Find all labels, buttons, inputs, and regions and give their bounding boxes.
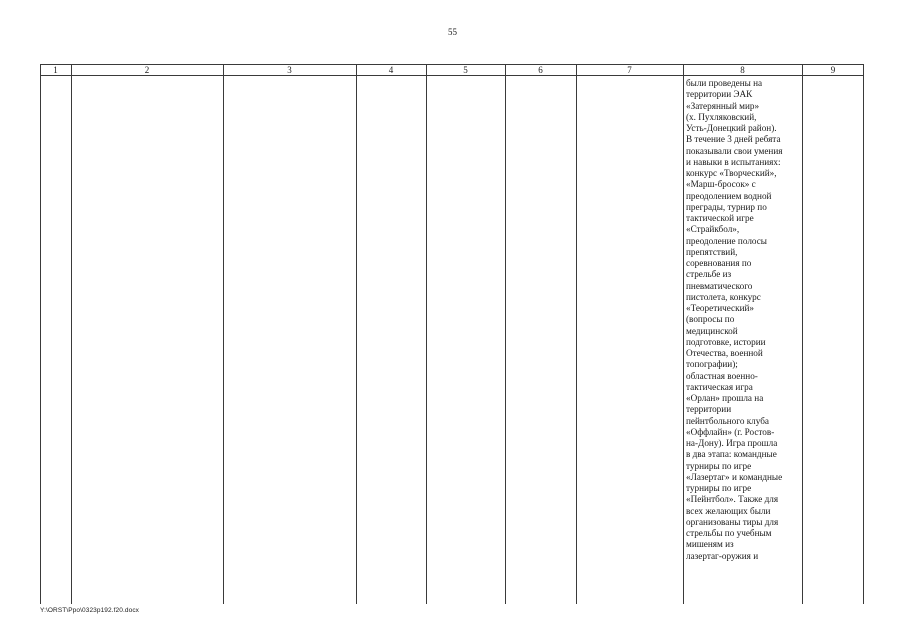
column-6 bbox=[505, 64, 576, 604]
header-row bbox=[40, 64, 864, 76]
column-7 bbox=[576, 64, 683, 604]
page-number: 55 bbox=[448, 27, 457, 37]
footer-file-path: Y:\ORST\Ppo\0323p192.f20.docx bbox=[40, 607, 140, 614]
column-9 bbox=[802, 64, 864, 604]
header-cell-7: 7 bbox=[627, 65, 632, 75]
header-cell-3: 3 bbox=[287, 65, 292, 75]
header-cell-4: 4 bbox=[388, 65, 394, 75]
column-2 bbox=[71, 64, 223, 604]
header-cell-8: 8 bbox=[740, 65, 745, 75]
column-4 bbox=[356, 64, 426, 604]
header-cell-2: 2 bbox=[144, 65, 150, 75]
header-cell-5: 5 bbox=[463, 65, 468, 75]
column-8-text: были проведены на территории ЭАК «Затерянный мир» (х. Пухляковский, Усть-Донецкий район). В течение 3 дней ребята показывали свои умения и навыки в испытаниях: конкурс «Творческий», «Марш-бросок» с преодолением водной преграды, турнир по тактической игре «Страйкбол», преодоление полосы препятствий, соревнования по стрельбе из пневматического пистолета, конкурс «Теоретический» (вопросы по медицинской подготовке, истории Отечества, военной топографии); областная военно- тактическая игра «Орлан» прошла на территории пейнтбольного клуба «Оффлайн» (г. Ростов- на-Дону). Игра прошла в два этапа: командные турниры по игре «Лазертаг» и командные турниры по игре «Пейнтбол». Также для всех желающих были организованы тиры для стрельбы по учебным мишеням из лазертаг-оружия и bbox=[686, 78, 783, 561]
header-cell-9: 9 bbox=[830, 65, 836, 75]
data-table bbox=[40, 64, 864, 604]
header-cell-1: 1 bbox=[53, 65, 58, 75]
column-1 bbox=[40, 64, 71, 604]
column-5 bbox=[426, 64, 505, 604]
header-cell-6: 6 bbox=[538, 65, 543, 75]
column-3 bbox=[223, 64, 356, 604]
